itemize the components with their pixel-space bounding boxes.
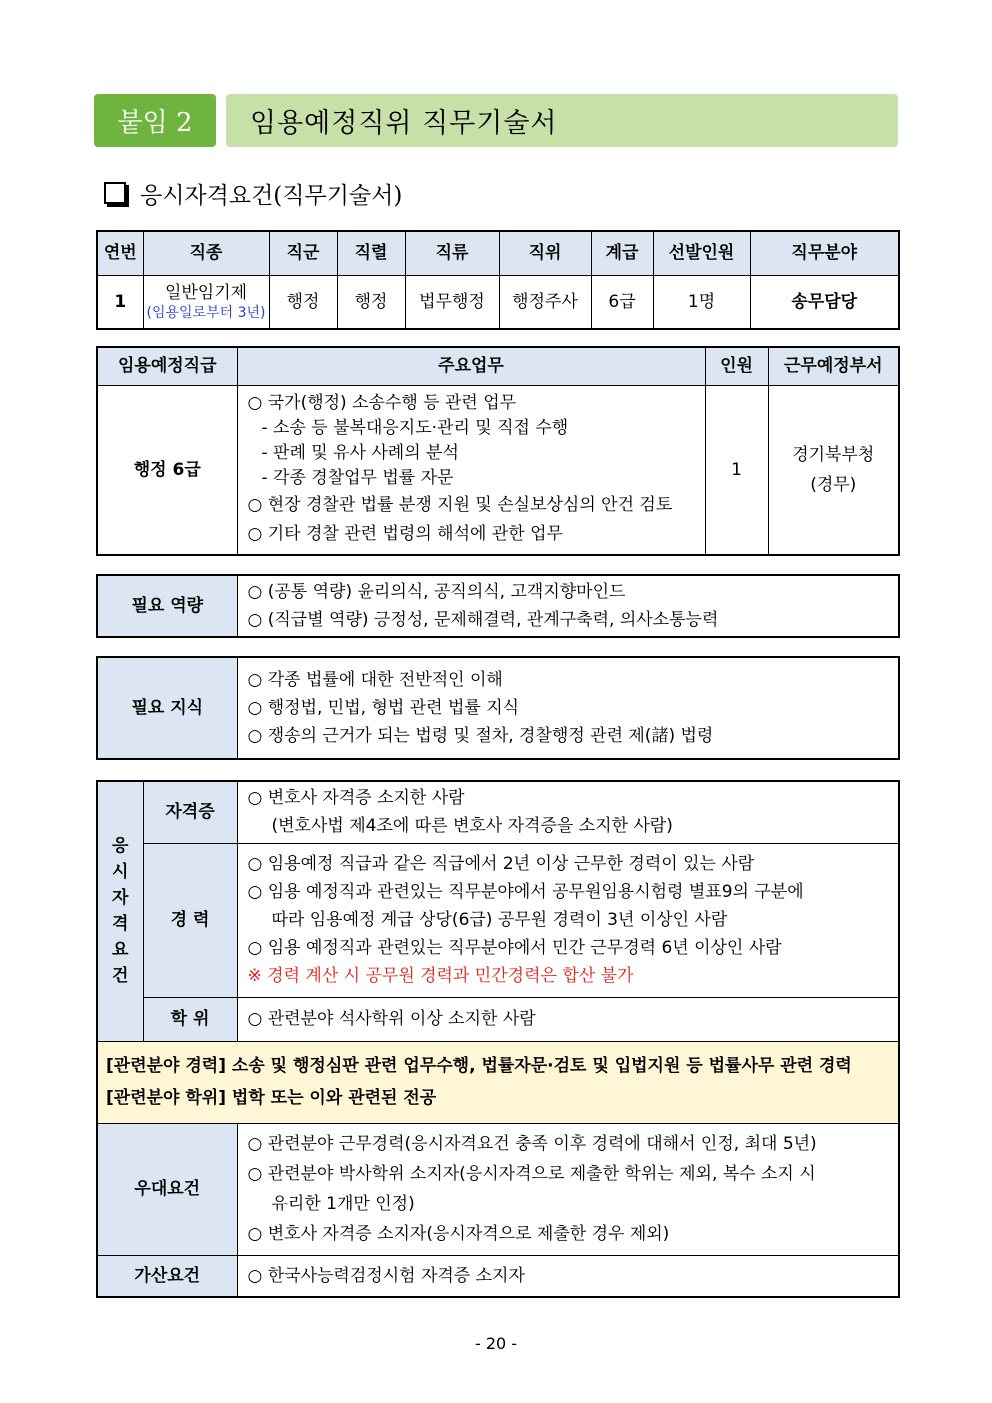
career-label: 경 력 <box>143 843 237 997</box>
career-list <box>237 843 899 997</box>
competency-table <box>96 574 900 638</box>
row-position: 행정주사 <box>499 275 591 329</box>
career-item: ○ 임용 예정직과 관련있는 직무분야에서 민간 근무경력 6년 이상인 사람 <box>247 938 782 958</box>
bonus-label: 가산요건 <box>97 1255 237 1297</box>
degree-item: ○ 관련분야 석사학위 이상 소지한 사람 <box>237 997 899 1041</box>
competency-label: 필요 역량 <box>97 575 237 637</box>
preferred-list <box>237 1123 899 1255</box>
side-char: 응 <box>112 836 129 857</box>
license-label: 자격증 <box>143 781 237 843</box>
row-grade: 6급 <box>591 275 653 329</box>
page-number: - 20 - <box>474 1334 518 1353</box>
preferred-label: 우대요건 <box>97 1123 237 1255</box>
header-group: 직군 <box>269 231 337 275</box>
related-field-note <box>97 1041 899 1123</box>
preferred-item: ○ 관련분야 근무경력(응시자격요건 충족 이후 경력에 대해서 인정, 최대 5년) <box>247 1134 817 1154</box>
preferred-item: ○ 변호사 자격증 소지자(응시자격으로 제출한 경우 제외) <box>247 1224 670 1244</box>
header-count: 인원 <box>705 347 768 385</box>
competency-list <box>237 575 899 637</box>
attachment-badge: 붙임 2 <box>94 94 216 147</box>
section-title: 응시자격요건(직무기술서) <box>140 182 403 209</box>
note-career: [관련분야 경력] 소송 및 행정심판 관련 업무수행, 법률자문·검토 및 입법지원 등 법률사무 관련 경력 <box>106 1056 852 1076</box>
duty-table <box>96 346 900 556</box>
header-grade: 임용예정직급 <box>97 347 237 385</box>
competency-item: ○ (공통 역량) 윤리의식, 공직의식, 고객지향마인드 <box>247 582 626 602</box>
duty-item: ○ 국가(행정) 소송수행 등 관련 업무 <box>247 392 517 413</box>
duty-grade: 행정 6급 <box>97 385 237 555</box>
duty-item: ○ 현장 경찰관 법률 분쟁 지원 및 손실보상심의 안건 검토 <box>247 494 673 515</box>
row-type-cell <box>143 275 269 329</box>
header-series: 직렬 <box>337 231 405 275</box>
side-char: 요 <box>112 940 129 961</box>
career-item: 따라 임용예정 계급 상당(6급) 공무원 경력이 3년 이상인 사람 <box>271 910 728 930</box>
knowledge-label: 필요 지식 <box>97 657 237 759</box>
knowledge-item: ○ 행정법, 민법, 형법 관련 법률 지식 <box>247 698 520 718</box>
qualification-table <box>96 780 900 1298</box>
duty-subitem: - 판례 및 유사 사례의 분석 <box>261 442 459 463</box>
duty-subitem: - 각종 경찰업무 법률 자문 <box>261 467 454 488</box>
header-duties: 주요업무 <box>237 347 705 385</box>
bonus-item: ○ 한국사능력검정시험 자격증 소지자 <box>237 1255 899 1297</box>
row-no: 1 <box>97 275 143 329</box>
knowledge-item: ○ 각종 법률에 대한 전반적인 이해 <box>247 670 503 690</box>
row-type-note: (임용일로부터 3년) <box>146 304 266 321</box>
header-field: 직무분야 <box>750 231 899 275</box>
knowledge-table <box>96 656 900 760</box>
duty-count: 1 <box>705 385 768 555</box>
side-char: 자 <box>112 888 129 909</box>
document-title: 임용예정직위 직무기술서 <box>226 94 898 147</box>
row-class: 법무행정 <box>405 275 499 329</box>
knowledge-item: ○ 쟁송의 근거가 되는 법령 및 절차, 경찰행정 관련 제(諸) 법령 <box>247 726 714 746</box>
row-type: 일반임기제 <box>164 282 248 303</box>
duty-dept-line1: 경기북부청 <box>792 444 875 465</box>
preferred-item: 유리한 1개만 인정) <box>271 1194 415 1214</box>
side-char: 시 <box>112 862 129 883</box>
section-heading <box>104 176 402 210</box>
checkbox-square-icon <box>104 182 126 204</box>
license-item: (변호사법 제4조에 따른 변호사 자격증을 소지한 사람) <box>271 816 673 837</box>
career-warning: ※ 경력 계산 시 공무원 경력과 민간경력은 합산 불가 <box>247 966 634 986</box>
header-count: 선발인원 <box>653 231 750 275</box>
header-grade: 계급 <box>591 231 653 275</box>
side-char: 격 <box>112 914 129 935</box>
row-series: 행정 <box>337 275 405 329</box>
competency-item: ○ (직급별 역량) 긍정성, 문제해결력, 관계구축력, 의사소통능력 <box>247 610 719 630</box>
row-group: 행정 <box>269 275 337 329</box>
header-dept: 근무예정부서 <box>768 347 899 385</box>
header-position: 직위 <box>499 231 591 275</box>
qualification-side-label <box>97 781 143 1041</box>
duty-dept-line2: (경무) <box>810 474 857 495</box>
row-count: 1명 <box>653 275 750 329</box>
career-item: ○ 임용 예정직과 관련있는 직무분야에서 공무원임용시험령 별표9의 구분에 <box>247 882 804 902</box>
duty-subitem: - 소송 등 불복대응지도·관리 및 직접 수행 <box>261 417 569 438</box>
position-table <box>96 230 900 330</box>
career-item: ○ 임용예정 직급과 같은 직급에서 2년 이상 근무한 경력이 있는 사람 <box>247 854 755 874</box>
header-type: 직종 <box>143 231 269 275</box>
header-no: 연번 <box>97 231 143 275</box>
preferred-item: ○ 관련분야 박사학위 소지자(응시자격으로 제출한 학위는 제외, 복수 소지 시 <box>247 1164 816 1184</box>
degree-label: 학 위 <box>143 997 237 1041</box>
license-list <box>237 781 899 843</box>
duty-item: ○ 기타 경찰 관련 법령의 해석에 관한 업무 <box>247 523 563 544</box>
row-field: 송무담당 <box>750 275 899 329</box>
duty-dept <box>768 385 899 555</box>
header-class: 직류 <box>405 231 499 275</box>
note-degree: [관련분야 학위] 법학 또는 이와 관련된 전공 <box>106 1088 437 1108</box>
license-item: ○ 변호사 자격증 소지한 사람 <box>247 788 465 809</box>
side-char: 건 <box>112 966 129 987</box>
duty-list <box>237 385 705 555</box>
knowledge-list <box>237 657 899 759</box>
